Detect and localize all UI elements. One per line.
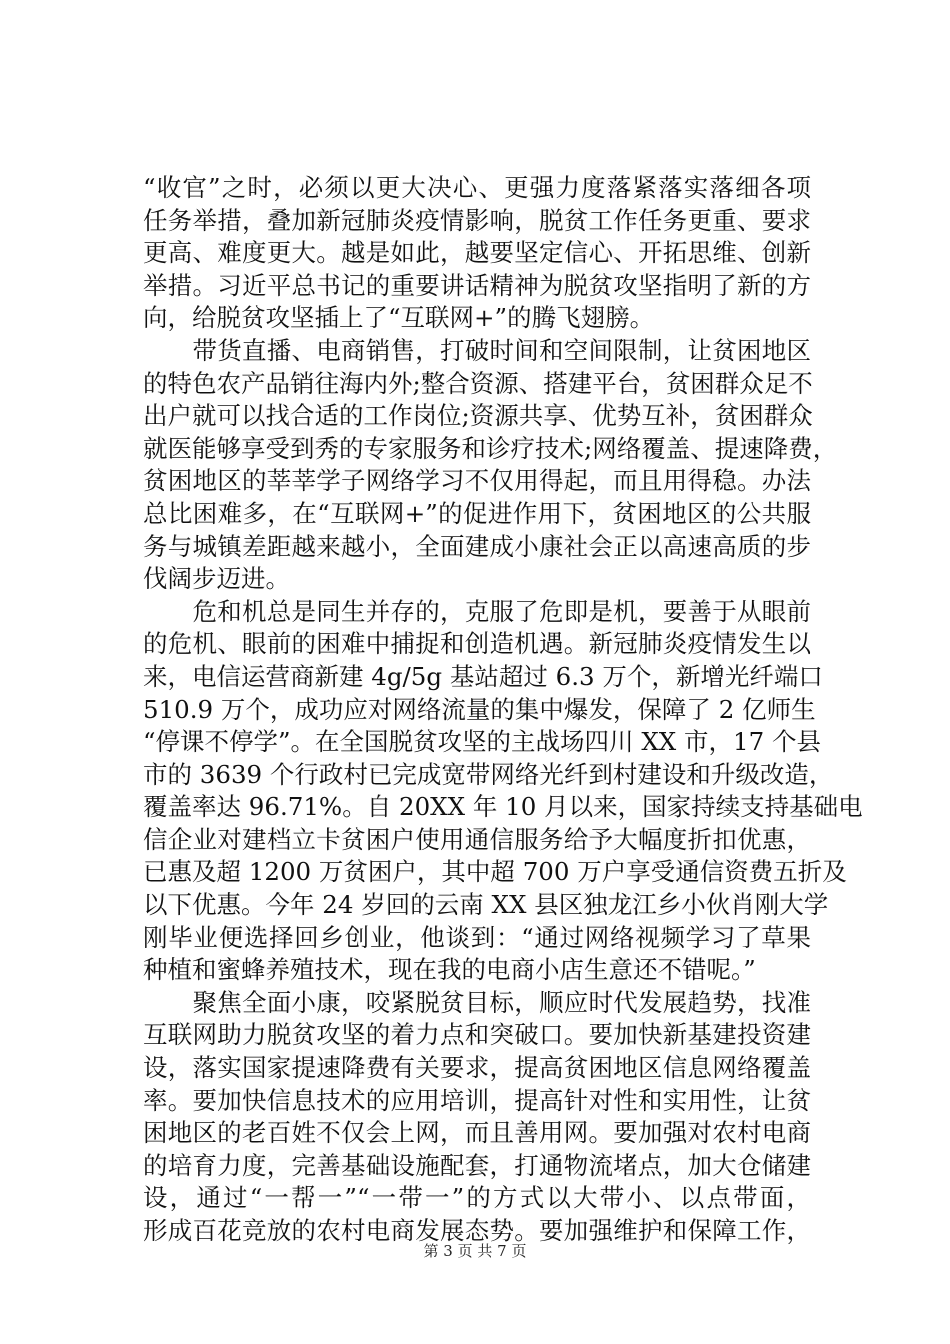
text-line: 市的 3639 个行政村已完成宽带网络光纤到村建设和升级改造， <box>143 759 834 789</box>
text-line: 贫困地区的莘莘学子网络学习不仅用得起，而且用得稳。办法 <box>143 466 811 496</box>
text-line: 的危机、眼前的困难中捕捉和创造机遇。新冠肺炎疫情发生以 <box>143 629 811 659</box>
page-footer: 第 3 页 共 7 页 <box>423 1242 527 1260</box>
text-line: 种植和蜜蜂养殖技术，现在我的电商小店生意还不错呢。” <box>143 955 756 985</box>
text-line: 危和机总是同生并存的，克服了危即是机，要善于从眼前 <box>143 596 811 626</box>
text-line: 总比困难多，在“互联网+”的促进作用下，贫困地区的公共服 <box>143 498 811 528</box>
text-line: 已惠及超 1200 万贫困户，其中超 700 万户享受通信资费五折及 <box>143 857 847 887</box>
text-line: 率。要加快信息技术的应用培训，提高针对性和实用性，让贫 <box>143 1085 811 1115</box>
text-line: 伐阔步迈进。 <box>143 564 290 594</box>
text-line: “收官”之时，必须以更大决心、更强力度落紧落实落细各项 <box>143 173 811 202</box>
text-line: 信企业对建档立卡贫困户使用通信服务给予大幅度折扣优惠， <box>143 824 811 854</box>
text-line: 的培育力度，完善基础设施配套，打通物流堵点，加大仓储建 <box>143 1150 811 1180</box>
text-line: “停课不停学”。在全国脱贫攻坚的主战场四川 XX 市，17 个县 <box>143 727 821 757</box>
text-line: 以下优惠。今年 24 岁回的云南 XX 县区独龙江乡小伙肖刚大学 <box>143 890 829 920</box>
text-line: 来，电信运营商新建 4g/5g 基站超过 6.3 万个，新增光纤端口 <box>143 661 823 691</box>
text-line: 刚毕业便选择回乡创业，他谈到：“通过网络视频学习了草果 <box>143 922 811 952</box>
text-line: 就医能够享受到秀的专家服务和诊疗技术;网络覆盖、提速降费， <box>143 433 838 463</box>
body-text <box>143 172 863 1248</box>
text-line: 务与城镇差距越来越小，全面建成小康社会正以高速高质的步 <box>143 531 811 561</box>
text-line: 聚焦全面小康，咬紧脱贫目标，顺应时代发展趋势，找准 <box>143 987 811 1017</box>
text-line: 设，落实国家提速降费有关要求，提高贫困地区信息网络覆盖 <box>143 1053 811 1083</box>
text-line: 举措。习近平总书记的重要讲话精神为脱贫攻坚指明了新的方 <box>143 270 811 300</box>
text-line: 形成百花竞放的农村电商发展态势。要加强维护和保障工作， <box>143 1216 811 1245</box>
text-line: 510.9 万个，成功应对网络流量的集中爆发，保障了 2 亿师生 <box>143 694 816 724</box>
text-line: 的特色农产品销往海内外;整合资源、搭建平台，贫困群众足不 <box>143 368 813 398</box>
text-line: 向，给脱贫攻坚插上了“互联网+”的腾飞翅膀。 <box>143 303 655 333</box>
text-line: 困地区的老百姓不仅会上网，而且善用网。要加强对农村电商 <box>143 1118 811 1148</box>
text-line: 互联网助力脱贫攻坚的着力点和突破口。要加快新基建投资建 <box>143 1020 811 1050</box>
text-line: 设，通过“一帮一”“一带一”的方式以大带小、以点带面， <box>143 1183 811 1213</box>
text-line: 出户就可以找合适的工作岗位;资源共享、优势互补，贫困群众 <box>143 401 813 431</box>
text-line: 更高、难度更大。越是如此，越要坚定信心、开拓思维、创新 <box>143 238 811 268</box>
text-line: 任务举措，叠加新冠肺炎疫情影响，脱贫工作任务更重、要求 <box>143 205 811 235</box>
text-line: 带货直播、电商销售，打破时间和空间限制，让贫困地区 <box>143 335 811 365</box>
text-line: 覆盖率达 96.71%。自 20XX 年 10 月以来，国家持续支持基础电 <box>143 792 863 822</box>
